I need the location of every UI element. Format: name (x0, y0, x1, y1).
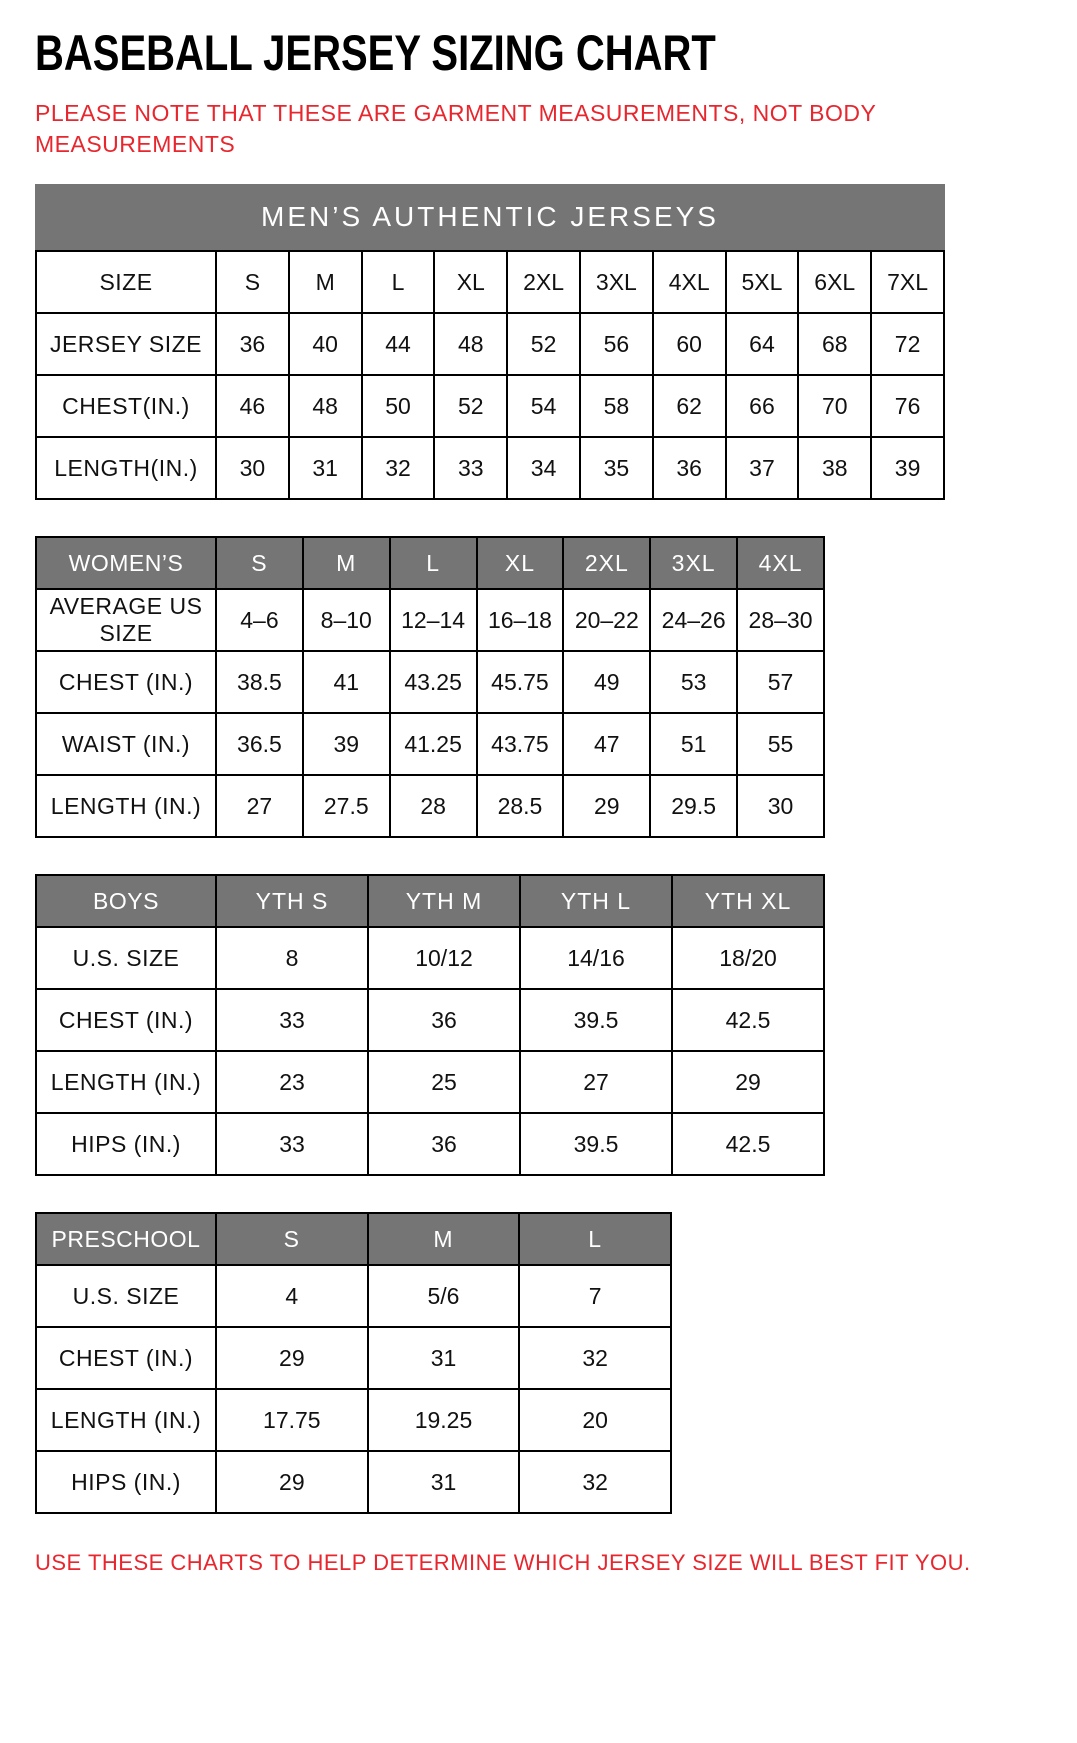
cell-value: 40 (289, 313, 362, 375)
cell-value: 41 (303, 651, 390, 713)
cell-value: 28.5 (477, 775, 564, 837)
cell-value: 33 (216, 1113, 368, 1175)
cell-value: 60 (653, 313, 726, 375)
table-row (36, 989, 824, 1051)
cell-value: 27.5 (303, 775, 390, 837)
cell-value: 5XL (726, 251, 799, 313)
cell-value: 8–10 (303, 589, 390, 651)
cell-value: 28–30 (737, 589, 824, 651)
table-row (36, 251, 944, 313)
cell-value: 39.5 (520, 989, 672, 1051)
cell-value: XL (477, 537, 564, 589)
cell-value: 29 (216, 1327, 368, 1389)
cell-value: 32 (519, 1451, 671, 1513)
row-label: AVERAGE US SIZE (36, 589, 216, 651)
cell-value: 46 (216, 375, 289, 437)
cell-value: S (216, 537, 303, 589)
preschool-sizing-table (35, 1212, 1042, 1514)
row-label: LENGTH (IN.) (36, 1389, 216, 1451)
cell-value: M (289, 251, 362, 313)
cell-value: 58 (580, 375, 653, 437)
cell-value: 31 (368, 1327, 520, 1389)
cell-value: XL (434, 251, 507, 313)
cell-value: 34 (507, 437, 580, 499)
row-label: CHEST (IN.) (36, 651, 216, 713)
cell-value: 55 (737, 713, 824, 775)
size-table (35, 536, 825, 838)
row-label: LENGTH (IN.) (36, 775, 216, 837)
cell-value: 33 (216, 989, 368, 1051)
row-label: WOMEN’S (36, 537, 216, 589)
row-label: CHEST (IN.) (36, 1327, 216, 1389)
cell-value: YTH L (520, 875, 672, 927)
row-label: LENGTH (IN.) (36, 1051, 216, 1113)
header-row (36, 537, 824, 589)
cell-value: YTH XL (672, 875, 824, 927)
cell-value: 23 (216, 1051, 368, 1113)
cell-value: 32 (362, 437, 435, 499)
row-label: CHEST (IN.) (36, 989, 216, 1051)
row-label: HIPS (IN.) (36, 1451, 216, 1513)
cell-value: 27 (520, 1051, 672, 1113)
cell-value: 42.5 (672, 1113, 824, 1175)
cell-value: 28 (390, 775, 477, 837)
row-label: HIPS (IN.) (36, 1113, 216, 1175)
size-table (35, 1212, 672, 1514)
table-row (36, 313, 944, 375)
cell-value: 2XL (563, 537, 650, 589)
table-row (36, 1051, 824, 1113)
boys-sizing-table (35, 874, 1042, 1176)
cell-value: 52 (507, 313, 580, 375)
cell-value: 12–14 (390, 589, 477, 651)
row-label: BOYS (36, 875, 216, 927)
table-row (36, 437, 944, 499)
cell-value: 4 (216, 1265, 368, 1327)
row-label: SIZE (36, 251, 216, 313)
cell-value: 56 (580, 313, 653, 375)
table-row (36, 1265, 671, 1327)
cell-value: 49 (563, 651, 650, 713)
cell-value: L (390, 537, 477, 589)
mens-sizing-table (35, 184, 1042, 500)
cell-value: 36 (216, 313, 289, 375)
cell-value: 18/20 (672, 927, 824, 989)
cell-value: 5/6 (368, 1265, 520, 1327)
cell-value: 31 (368, 1451, 520, 1513)
cell-value: 20 (519, 1389, 671, 1451)
cell-value: 48 (289, 375, 362, 437)
table-row (36, 775, 824, 837)
table-row (36, 713, 824, 775)
table-row (36, 375, 944, 437)
row-label: WAIST (IN.) (36, 713, 216, 775)
cell-value: 39 (303, 713, 390, 775)
cell-value: 27 (216, 775, 303, 837)
cell-value: L (362, 251, 435, 313)
womens-sizing-table (35, 536, 1042, 838)
cell-value: 36 (368, 1113, 520, 1175)
header-row (36, 875, 824, 927)
cell-value: 52 (434, 375, 507, 437)
cell-value: 8 (216, 927, 368, 989)
cell-value: 43.75 (477, 713, 564, 775)
row-label: CHEST(IN.) (36, 375, 216, 437)
cell-value: 2XL (507, 251, 580, 313)
cell-value: YTH M (368, 875, 520, 927)
cell-value: 72 (871, 313, 944, 375)
cell-value: 36 (653, 437, 726, 499)
cell-value: 54 (507, 375, 580, 437)
table-row (36, 1451, 671, 1513)
cell-value: 35 (580, 437, 653, 499)
cell-value: L (519, 1213, 671, 1265)
cell-value: 76 (871, 375, 944, 437)
table-row (36, 1389, 671, 1451)
cell-value: 3XL (580, 251, 653, 313)
cell-value: 53 (650, 651, 737, 713)
table-row (36, 927, 824, 989)
cell-value: 7 (519, 1265, 671, 1327)
cell-value: 4XL (737, 537, 824, 589)
cell-value: 44 (362, 313, 435, 375)
cell-value: 30 (216, 437, 289, 499)
cell-value: 30 (737, 775, 824, 837)
footer-text: USE THESE CHARTS TO HELP DETERMINE WHICH JERSEY SIZE WILL BEST FIT YOU. (35, 1550, 971, 1576)
cell-value: 50 (362, 375, 435, 437)
cell-value: 29.5 (650, 775, 737, 837)
cell-value: 68 (798, 313, 871, 375)
cell-value: 10/12 (368, 927, 520, 989)
cell-value: 64 (726, 313, 799, 375)
size-table (35, 874, 825, 1176)
cell-value: 39 (871, 437, 944, 499)
cell-value: 7XL (871, 251, 944, 313)
cell-value: 25 (368, 1051, 520, 1113)
cell-value: 70 (798, 375, 871, 437)
cell-value: 14/16 (520, 927, 672, 989)
table-row (36, 1113, 824, 1175)
cell-value: 4XL (653, 251, 726, 313)
table-row (36, 1327, 671, 1389)
cell-value: 33 (434, 437, 507, 499)
row-label: U.S. SIZE (36, 1265, 216, 1327)
row-label: JERSEY SIZE (36, 313, 216, 375)
cell-value: S (216, 1213, 368, 1265)
cell-value: 66 (726, 375, 799, 437)
cell-value: 16–18 (477, 589, 564, 651)
cell-value: YTH S (216, 875, 368, 927)
cell-value: 39.5 (520, 1113, 672, 1175)
cell-value: 29 (563, 775, 650, 837)
cell-value: M (303, 537, 390, 589)
cell-value: 51 (650, 713, 737, 775)
cell-value: 24–26 (650, 589, 737, 651)
cell-value: 29 (216, 1451, 368, 1513)
table-row (36, 589, 824, 651)
row-label: LENGTH(IN.) (36, 437, 216, 499)
cell-value: M (368, 1213, 520, 1265)
cell-value: 41.25 (390, 713, 477, 775)
cell-value: 6XL (798, 251, 871, 313)
garment-measurement-note: PLEASE NOTE THAT THESE ARE GARMENT MEASUREMENTS, NOT BODY MEASUREMENTS (35, 100, 876, 158)
row-label: PRESCHOOL (36, 1213, 216, 1265)
table-row (36, 651, 824, 713)
cell-value: 38.5 (216, 651, 303, 713)
cell-value: 45.75 (477, 651, 564, 713)
cell-value: 19.25 (368, 1389, 520, 1451)
cell-value: 17.75 (216, 1389, 368, 1451)
cell-value: S (216, 251, 289, 313)
cell-value: 57 (737, 651, 824, 713)
cell-value: 47 (563, 713, 650, 775)
header-row (36, 1213, 671, 1265)
page-title: BASEBALL JERSEY SIZING CHART (35, 25, 716, 81)
row-label: U.S. SIZE (36, 927, 216, 989)
cell-value: 3XL (650, 537, 737, 589)
cell-value: 36.5 (216, 713, 303, 775)
cell-value: 42.5 (672, 989, 824, 1051)
cell-value: 37 (726, 437, 799, 499)
cell-value: 20–22 (563, 589, 650, 651)
cell-value: 4–6 (216, 589, 303, 651)
cell-value: 48 (434, 313, 507, 375)
table-title-banner: MEN’S AUTHENTIC JERSEYS (35, 184, 945, 250)
cell-value: 29 (672, 1051, 824, 1113)
size-table (35, 250, 945, 500)
cell-value: 32 (519, 1327, 671, 1389)
cell-value: 62 (653, 375, 726, 437)
cell-value: 36 (368, 989, 520, 1051)
cell-value: 38 (798, 437, 871, 499)
cell-value: 43.25 (390, 651, 477, 713)
cell-value: 31 (289, 437, 362, 499)
